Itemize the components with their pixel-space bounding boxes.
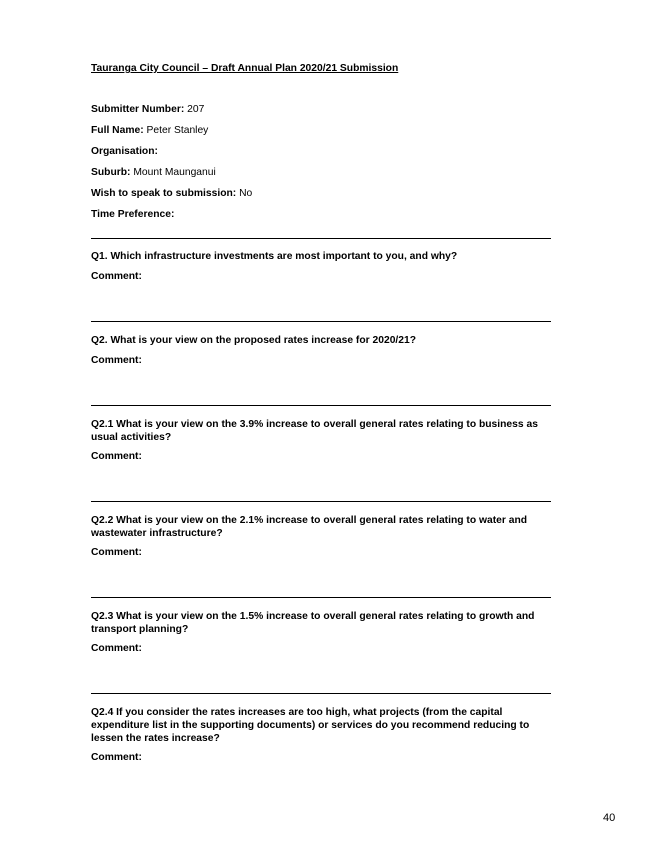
page-number: 40 (603, 812, 616, 824)
field-time-preference (91, 209, 174, 220)
document-title: Tauranga City Council – Draft Annual Plan 2020/21 Submission (91, 63, 399, 74)
field-full-name (91, 125, 208, 136)
field-label: Organisation: (91, 146, 158, 157)
comment-label-q2-4: Comment: (91, 752, 142, 763)
question-q2-1: Q2.1 What is your view on the 3.9% increase to overall general rates relating to business as usual activities? (91, 419, 538, 443)
field-label: Submitter Number: (91, 104, 185, 115)
question-q1: Q1. Which infrastructure investments are most important to you, and why? (91, 251, 458, 262)
field-label: Full Name: (91, 125, 144, 136)
question-q2-3: Q2.3 What is your view on the 1.5% increase to overall general rates relating to growth and transport planning? (91, 611, 535, 635)
field-organisation (91, 146, 158, 157)
field-value: Mount Maunganui (133, 167, 216, 178)
section-divider (91, 693, 551, 694)
section-divider (91, 405, 551, 406)
section-divider (91, 597, 551, 598)
comment-label-q2-2: Comment: (91, 547, 142, 558)
question-q2: Q2. What is your view on the proposed rates increase for 2020/21? (91, 335, 417, 346)
section-divider (91, 238, 551, 239)
comment-label-q2-3: Comment: (91, 643, 142, 654)
field-suburb (91, 167, 216, 178)
question-q2-4: Q2.4 If you consider the rates increases are too high, what projects (from the capital expenditure list in the supporting documents) or services do you recommend reducing to lessen the rates increase? (91, 707, 530, 744)
comment-label-q2: Comment: (91, 355, 142, 366)
field-value: 207 (187, 104, 205, 115)
field-submitter-number (91, 104, 204, 115)
question-q2-2: Q2.2 What is your view on the 2.1% increase to overall general rates relating to water and wastewater infrastructure? (91, 515, 528, 539)
field-value: No (239, 188, 253, 199)
comment-label-q2-1: Comment: (91, 451, 142, 462)
field-label: Time Preference: (91, 209, 175, 220)
field-label: Suburb: (91, 167, 131, 178)
field-value: Peter Stanley (146, 125, 209, 136)
field-wish-to-speak (91, 188, 252, 199)
section-divider (91, 501, 551, 502)
field-label: Wish to speak to submission: (91, 188, 237, 199)
section-divider (91, 321, 551, 322)
comment-label-q1: Comment: (91, 271, 142, 282)
